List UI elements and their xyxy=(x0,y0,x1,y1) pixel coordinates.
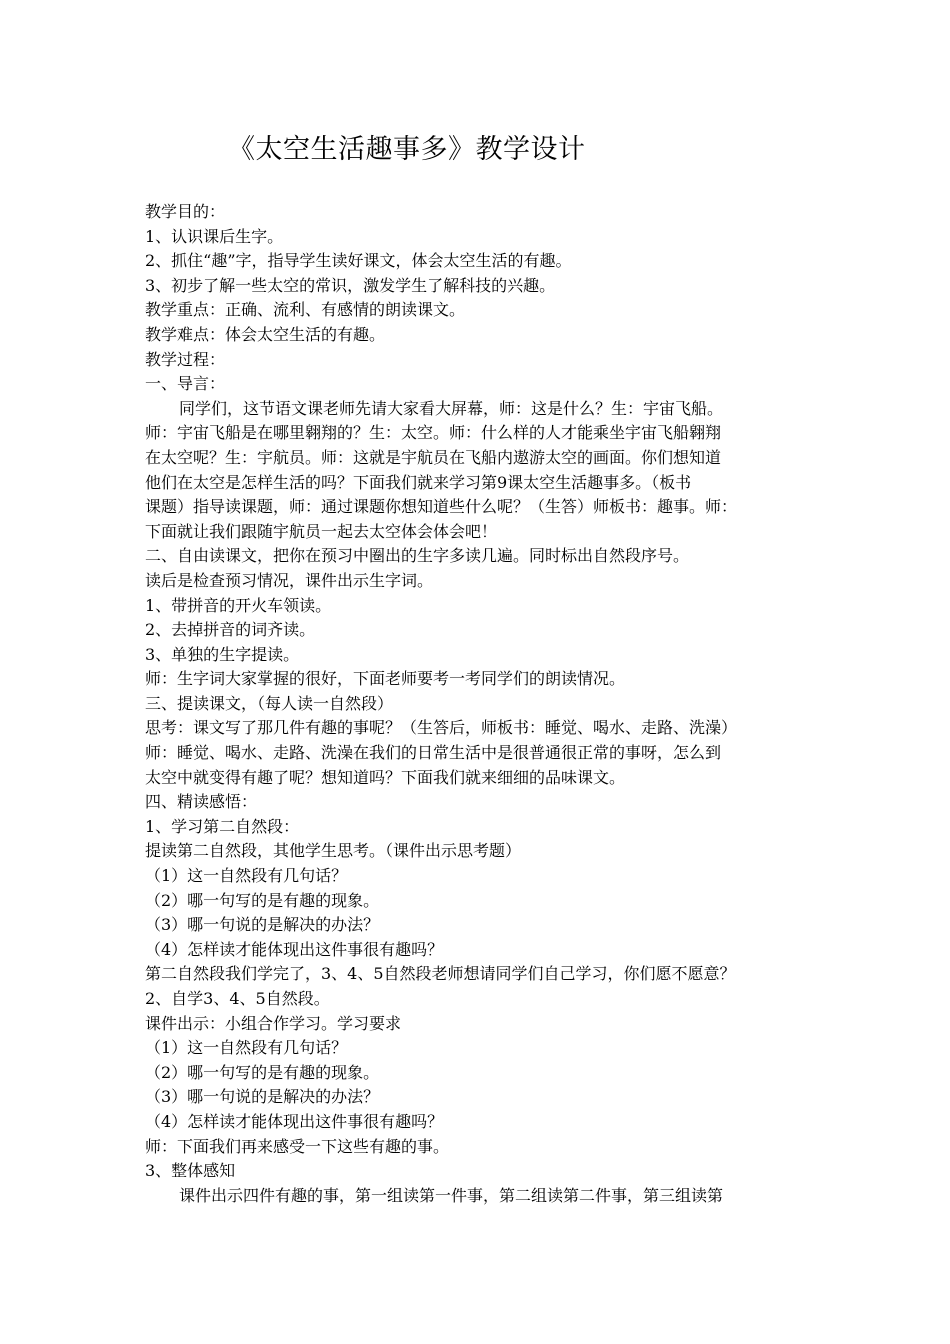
text-line: 读后是检查预习情况，课件出示生字词。 xyxy=(145,570,434,590)
text-line: 课件出示四件有趣的事，第一组读第一件事，第二组读第二件事，第三组读第 xyxy=(179,1185,724,1205)
text-line: 思考：课文写了那几件有趣的事呢？（生答后，师板书：睡觉、喝水、走路、洗澡） xyxy=(145,718,738,738)
document-title: 《太空生活趣事多》教学设计 xyxy=(228,134,586,165)
text-line: （3）哪一句说的是解决的办法？ xyxy=(145,1087,380,1107)
text-line: 师：宇宙飞船是在哪里翱翔的？生：太空。师：什么样的人才能乘坐宇宙飞船翱翔 xyxy=(145,423,722,443)
text-line: 教学过程： xyxy=(145,349,226,369)
text-line: 师：生字词大家掌握的很好，下面老师要考一考同学们的朗读情况。 xyxy=(145,669,626,689)
text-line: 2、自学3、4、5自然段。 xyxy=(145,989,330,1008)
text-line: 一、导言： xyxy=(145,374,226,394)
text-line: 三、提读课文，（每人读一自然段） xyxy=(145,693,394,713)
document-body xyxy=(145,200,825,1208)
text-line: 在太空呢？生：宇航员。师：这就是宇航员在飞船内遨游太空的画面。你们想知道 xyxy=(145,447,722,467)
text-line: 教学难点：体会太空生活的有趣。 xyxy=(145,324,386,344)
text-line: （3）哪一句说的是解决的办法？ xyxy=(145,915,380,935)
text-line: 师：睡觉、喝水、走路、洗澡在我们的日常生活中是很普通很正常的事呀，怎么到 xyxy=(145,743,722,763)
text-line: （1）这一自然段有几句话？ xyxy=(145,1038,348,1058)
text-line: 教学重点：正确、流利、有感情的朗读课文。 xyxy=(145,300,466,320)
text-line: 太空中就变得有趣了呢？想知道吗？下面我们就来细细的品味课文。 xyxy=(145,767,626,787)
text-line: （2）哪一句写的是有趣的现象。 xyxy=(145,1062,380,1082)
text-line: 2、抓住“趣”字，指导学生读好课文，体会太空生活的有趣。 xyxy=(145,251,572,271)
text-line: 3、初步了解一些太空的常识，激发学生了解科技的兴趣。 xyxy=(145,275,556,295)
text-line: 3、整体感知 xyxy=(145,1161,236,1181)
text-line: 下面就让我们跟随宇航员一起去太空体会体会吧！ xyxy=(145,521,498,541)
text-line: 课题）指导读课题，师：通过课题你想知道些什么呢？（生答）师板书：趣事。师： xyxy=(145,497,738,517)
text-line: 3、单独的生字提读。 xyxy=(145,644,300,664)
text-line: 提读第二自然段，其他学生思考。（课件出示思考题） xyxy=(145,841,522,861)
text-line: 1、带拼音的开火车领读。 xyxy=(145,595,332,615)
text-line: 同学们，这节语文课老师先请大家看大屏幕，师：这是什么？生：宇宙飞船。 xyxy=(179,398,724,418)
text-line: 1、认识课后生字。 xyxy=(145,226,284,246)
text-line: 四、精读感悟： xyxy=(145,792,258,812)
text-line: 教学目的： xyxy=(145,202,226,221)
text-line: （2）哪一句写的是有趣的现象。 xyxy=(145,890,380,910)
text-line: 师：下面我们再来感受一下这些有趣的事。 xyxy=(145,1136,450,1156)
text-line: （4）怎样读才能体现出这件事很有趣吗？ xyxy=(145,939,444,959)
text-line: 1、学习第二自然段： xyxy=(145,816,300,836)
text-line: （4）怎样读才能体现出这件事很有趣吗？ xyxy=(145,1111,444,1131)
text-line: 课件出示：小组合作学习。学习要求 xyxy=(145,1013,402,1033)
text-line: 他们在太空是怎样生活的吗？下面我们就来学习第9课太空生活趣事多。（板书 xyxy=(145,472,692,492)
text-line: 二、自由读课文，把你在预习中圈出的生字多读几遍。同时标出自然段序号。 xyxy=(145,546,690,566)
text-line: 第二自然段我们学完了，3、4、5自然段老师想请同学们自己学习，你们愿不愿意？ xyxy=(145,964,736,984)
text-line: （1）这一自然段有几句话？ xyxy=(145,866,348,886)
text-line: 2、去掉拼音的词齐读。 xyxy=(145,620,316,640)
